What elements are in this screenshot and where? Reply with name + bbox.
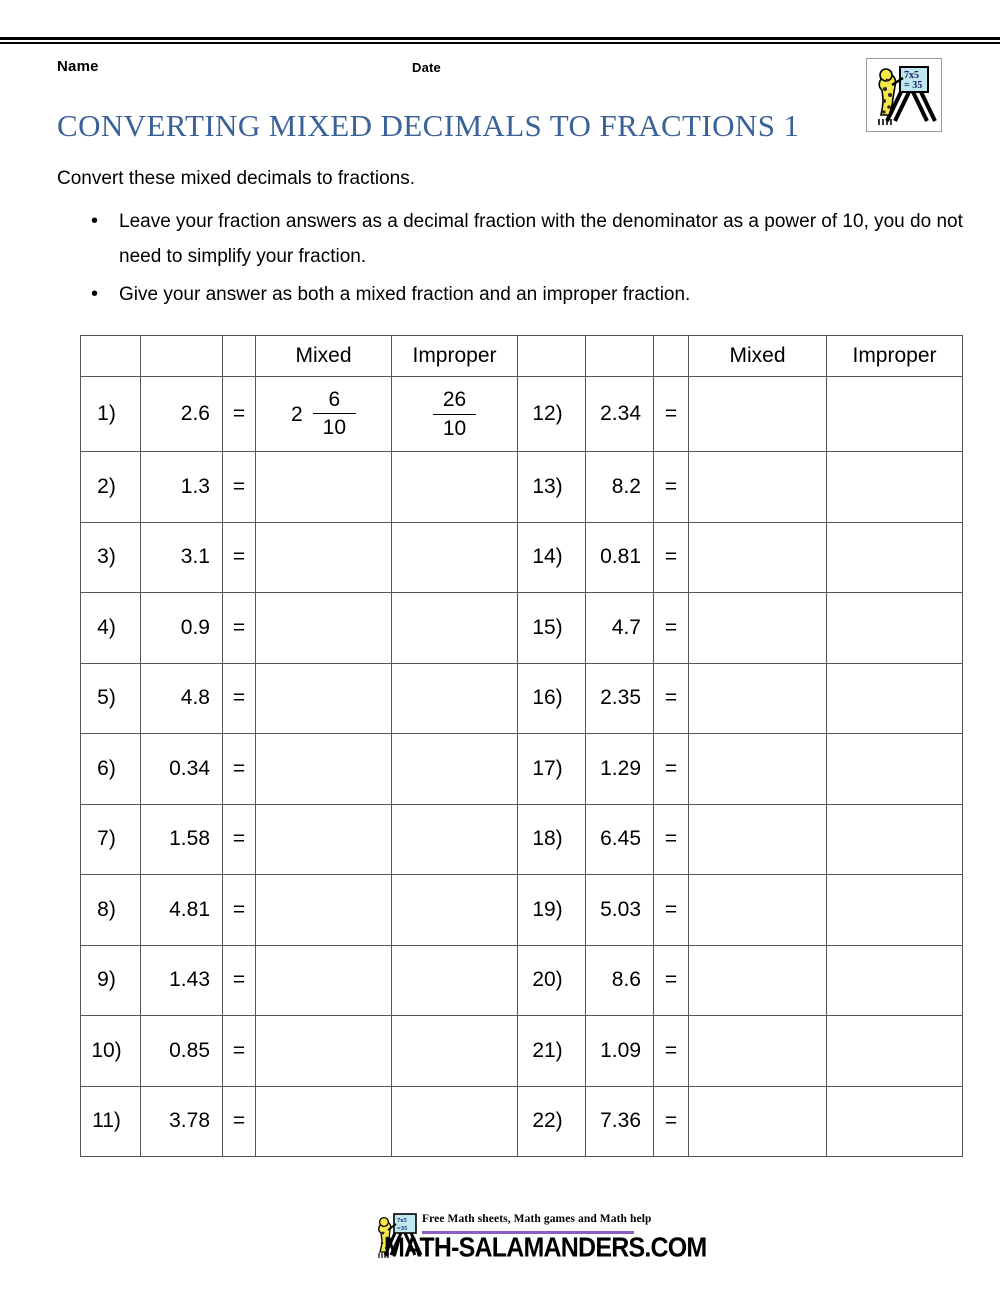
worksheet-page [0, 44, 1000, 1264]
answer-cell-mixed[interactable] [689, 875, 827, 946]
answer-cell-mixed[interactable] [256, 945, 392, 1016]
answer-cell-mixed[interactable] [689, 1016, 827, 1087]
answer-cell-improper[interactable] [392, 1086, 518, 1157]
worksheet-header [0, 44, 1000, 90]
decimal-value: 1.43 [141, 945, 223, 1016]
question-number: 18) [518, 804, 586, 875]
equals-sign: = [223, 804, 256, 875]
math-salamanders-logo-icon [866, 58, 942, 132]
decimal-value: 2.34 [586, 377, 654, 452]
decimal-value: 1.09 [586, 1016, 654, 1087]
fraction [313, 389, 356, 439]
question-number: 22) [518, 1086, 586, 1157]
header-blank-2 [141, 336, 223, 377]
header-improper-right: Improper [827, 336, 963, 377]
answer-cell-mixed[interactable] [256, 1016, 392, 1087]
decimal-value: 4.7 [586, 593, 654, 664]
question-number: 12) [518, 377, 586, 452]
answer-cell-improper[interactable] [392, 875, 518, 946]
fraction-numerator: 26 [442, 388, 467, 412]
answer-cell-mixed[interactable] [256, 452, 392, 523]
header-blank-3 [223, 336, 256, 377]
table-row [81, 663, 963, 734]
equals-sign: = [654, 452, 689, 523]
math-salamanders-footer-logo-icon [372, 1207, 707, 1265]
equals-sign: = [223, 377, 256, 452]
header-mixed-right: Mixed [689, 336, 827, 377]
decimal-value: 8.6 [586, 945, 654, 1016]
name-label: Name [57, 58, 99, 75]
answer-cell-mixed[interactable] [689, 377, 827, 452]
question-number: 16) [518, 663, 586, 734]
equals-sign: = [654, 1016, 689, 1087]
table-row [81, 377, 963, 452]
question-number: 9) [81, 945, 141, 1016]
question-number: 1) [81, 377, 141, 452]
decimal-value: 0.9 [141, 593, 223, 664]
answer-cell-mixed[interactable] [256, 522, 392, 593]
header-mixed-left: Mixed [256, 336, 392, 377]
date-label: Date [412, 60, 441, 75]
answer-cell-mixed[interactable] [689, 1086, 827, 1157]
decimal-value: 8.2 [586, 452, 654, 523]
question-number: 11) [81, 1086, 141, 1157]
fraction [433, 389, 476, 439]
table-row [81, 875, 963, 946]
svg-text:7x5: 7x5 [904, 70, 919, 81]
answer-cell-mixed[interactable] [256, 875, 392, 946]
equals-sign: = [654, 945, 689, 1016]
fraction-denominator: 10 [433, 414, 476, 440]
answer-cell-improper[interactable] [392, 804, 518, 875]
equals-sign: = [654, 1086, 689, 1157]
answer-cell-improper[interactable] [392, 452, 518, 523]
mixed-whole-number: 2 [290, 402, 303, 426]
decimal-value: 7.36 [586, 1086, 654, 1157]
footer-tagline: Free Math sheets, Math games and Math help [422, 1213, 652, 1225]
answer-cell-improper[interactable] [392, 734, 518, 805]
header-blank-5 [586, 336, 654, 377]
question-number: 13) [518, 452, 586, 523]
table-row [81, 804, 963, 875]
equals-sign: = [223, 452, 256, 523]
question-number: 2) [81, 452, 141, 523]
decimal-value: 3.1 [141, 522, 223, 593]
table-row [81, 452, 963, 523]
question-number: 4) [81, 593, 141, 664]
decimal-value: 0.34 [141, 734, 223, 805]
equals-sign: = [654, 377, 689, 452]
equals-sign: = [223, 522, 256, 593]
decimal-value: 6.45 [586, 804, 654, 875]
question-number: 7) [81, 804, 141, 875]
question-number: 15) [518, 593, 586, 664]
fraction-numerator: 6 [328, 387, 341, 411]
answer-cell-improper[interactable] [392, 663, 518, 734]
decimal-value: 1.3 [141, 452, 223, 523]
question-number: 3) [81, 522, 141, 593]
answer-cell-improper[interactable] [392, 377, 518, 452]
question-number: 19) [518, 875, 586, 946]
answer-cell-improper[interactable] [392, 945, 518, 1016]
question-number: 20) [518, 945, 586, 1016]
decimal-value: 2.6 [141, 377, 223, 452]
decimal-value: 4.81 [141, 875, 223, 946]
answer-cell-improper[interactable] [827, 734, 963, 805]
header-blank-4 [518, 336, 586, 377]
fraction-value [433, 389, 476, 439]
answer-cell-improper[interactable] [827, 875, 963, 946]
answer-cell-improper[interactable] [392, 1016, 518, 1087]
answer-cell-mixed[interactable] [689, 945, 827, 1016]
header-improper-left: Improper [392, 336, 518, 377]
page-title: CONVERTING MIXED DECIMALS TO FRACTIONS 1 [57, 108, 800, 143]
equals-sign: = [223, 1016, 256, 1087]
worksheet-footer [0, 1207, 1000, 1277]
decimal-value: 4.8 [141, 663, 223, 734]
question-number: 14) [518, 522, 586, 593]
answer-cell-mixed[interactable] [689, 522, 827, 593]
instruction-bullet: • Leave your fraction answers as a decimal fraction with the denominator as a power of 10, you do not need to simplify your fraction. [85, 204, 965, 274]
fraction-denominator: 10 [313, 413, 356, 439]
decimal-value: 0.81 [586, 522, 654, 593]
decimal-value: 5.03 [586, 875, 654, 946]
svg-text:= 35: = 35 [904, 80, 923, 91]
answer-cell-improper[interactable] [827, 522, 963, 593]
equals-sign: = [223, 945, 256, 1016]
equals-sign: = [223, 734, 256, 805]
question-number: 10) [81, 1016, 141, 1087]
question-number: 5) [81, 663, 141, 734]
instruction-bullet: • Give your answer as both a mixed fraction and an improper fraction. [85, 277, 965, 312]
answer-cell-mixed[interactable] [256, 804, 392, 875]
answer-cell-improper[interactable] [827, 1086, 963, 1157]
answer-cell-mixed[interactable] [256, 593, 392, 664]
answer-cell-improper[interactable] [827, 663, 963, 734]
answer-cell-mixed[interactable] [689, 663, 827, 734]
decimal-value: 0.85 [141, 1016, 223, 1087]
decimal-value: 3.78 [141, 1086, 223, 1157]
question-number: 17) [518, 734, 586, 805]
question-number: 21) [518, 1016, 586, 1087]
answer-cell-mixed[interactable] [256, 663, 392, 734]
answer-cell-improper[interactable] [827, 1016, 963, 1087]
decimal-value: 1.58 [141, 804, 223, 875]
answer-cell-improper[interactable] [392, 593, 518, 664]
answer-cell-improper[interactable] [827, 377, 963, 452]
equals-sign: = [223, 593, 256, 664]
answer-cell-mixed[interactable] [689, 734, 827, 805]
equals-sign: = [654, 593, 689, 664]
table-row [81, 522, 963, 593]
table-body [81, 377, 963, 1157]
answer-cell-mixed[interactable] [689, 452, 827, 523]
svg-text:=35: =35 [397, 1225, 408, 1232]
question-number: 8) [81, 875, 141, 946]
table-row [81, 945, 963, 1016]
answer-cell-mixed[interactable] [256, 377, 392, 452]
decimal-value: 2.35 [586, 663, 654, 734]
answer-cell-mixed[interactable] [689, 593, 827, 664]
answer-cell-improper[interactable] [827, 593, 963, 664]
equals-sign: = [223, 663, 256, 734]
table-row [81, 1016, 963, 1087]
header-blank-1 [81, 336, 141, 377]
header-divider-rule [0, 37, 1000, 44]
table-row [81, 734, 963, 805]
table-row [81, 1086, 963, 1157]
header-blank-6 [654, 336, 689, 377]
table-row [81, 593, 963, 664]
answer-cell-mixed[interactable] [256, 1086, 392, 1157]
equals-sign: = [654, 804, 689, 875]
answer-cell-improper[interactable] [392, 522, 518, 593]
answer-cell-mixed[interactable] [256, 734, 392, 805]
table-header-row [81, 336, 963, 377]
answer-cell-improper[interactable] [827, 804, 963, 875]
equals-sign: = [654, 522, 689, 593]
footer-domain: MATH-SALAMANDERS.COM [384, 1232, 707, 1264]
equals-sign: = [223, 1086, 256, 1157]
equals-sign: = [654, 663, 689, 734]
equals-sign: = [223, 875, 256, 946]
answer-cell-improper[interactable] [827, 452, 963, 523]
fraction-value [291, 389, 356, 439]
svg-text:7x5: 7x5 [397, 1217, 407, 1224]
answer-cell-mixed[interactable] [689, 804, 827, 875]
equals-sign: = [654, 734, 689, 805]
question-number: 6) [81, 734, 141, 805]
worksheet-table [80, 335, 963, 1157]
decimal-value: 1.29 [586, 734, 654, 805]
answer-cell-improper[interactable] [827, 945, 963, 1016]
instructions-bullet-list [85, 204, 965, 315]
equals-sign: = [654, 875, 689, 946]
instructions-intro: Convert these mixed decimals to fractions. [57, 168, 415, 189]
